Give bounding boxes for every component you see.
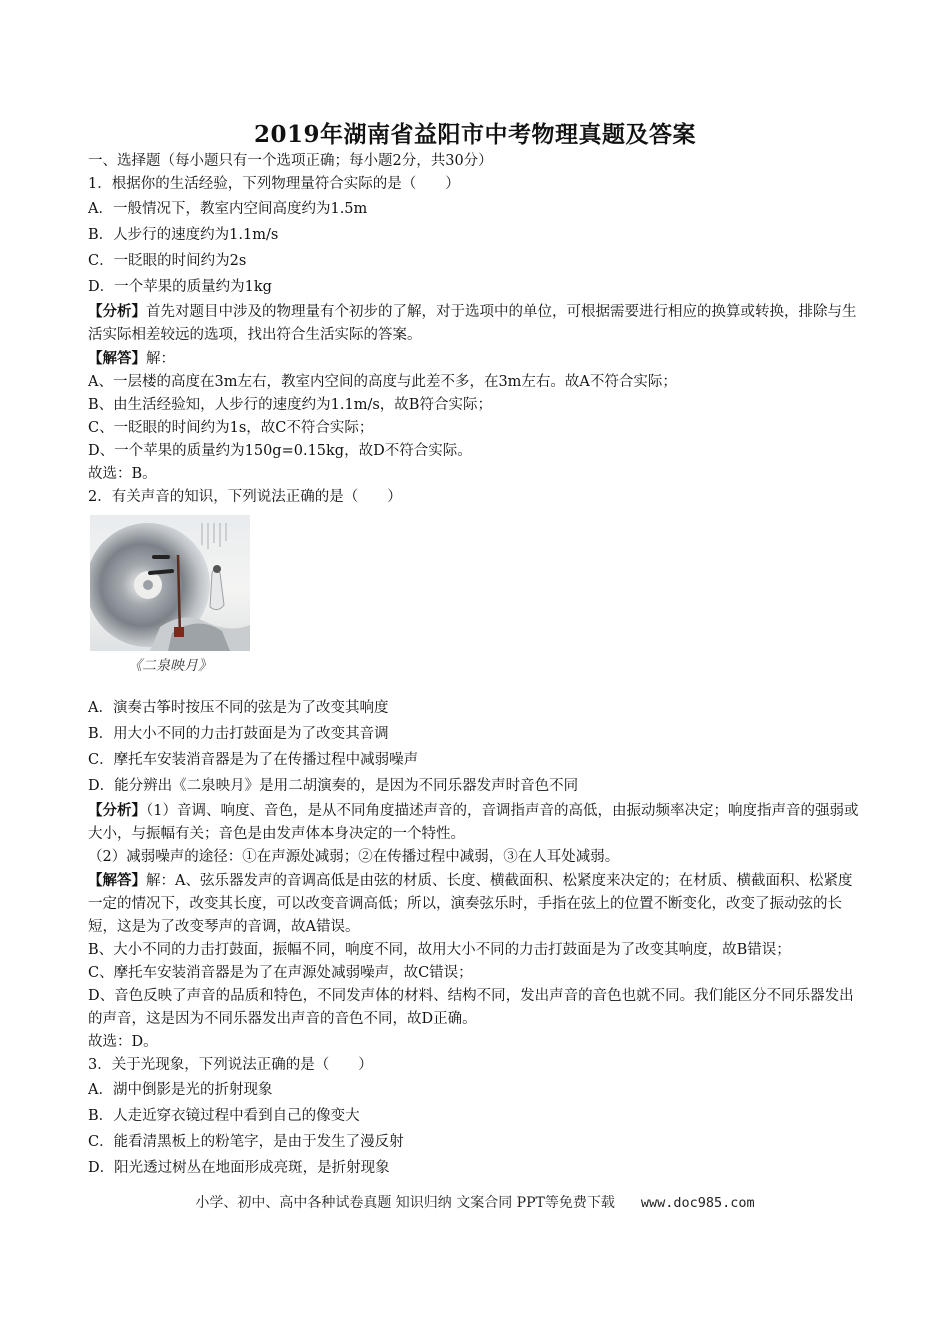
q1-analysis-tag: 【分析】: [88, 303, 146, 320]
q2-analysis-2: （2）减弱噪声的途径：①在声源处减弱；②在传播过程中减弱，③在人耳处减弱。: [88, 849, 620, 865]
q1-analysis: [88, 300, 863, 347]
erquan-yingyue-illustration: [90, 515, 250, 651]
section-heading: 一、选择题（每小题只有一个选项正确；每小题2分，共30分）: [88, 153, 493, 169]
q3-option-d: D．阳光透过树丛在地面形成亮斑，是折射现象: [88, 1160, 390, 1176]
q2-analysis: [88, 799, 863, 846]
q3-option-c: C．能看清黑板上的粉笔字，是由于发生了漫反射: [88, 1134, 404, 1150]
q2-answer-choice: 故选：D。: [88, 1034, 158, 1050]
q2-option-c: C．摩托车安装消音器是为了在传播过程中减弱噪声: [88, 752, 419, 768]
q2-figure-caption: 《二泉映月》: [128, 658, 212, 674]
q2-option-b: B．用大小不同的力击打鼓面是为了改变其音调: [88, 726, 389, 742]
q1-answer-tag: 【解答】: [88, 350, 146, 367]
page-footer: [0, 1192, 950, 1212]
q1-answer-intro: 解：: [146, 351, 175, 367]
illustration-graphic: [90, 515, 250, 651]
q1-answer: [88, 347, 863, 371]
q2-answer-line-d: D、音色反映了声音的品质和特色，不同发声体的材料、结构不同，发出声音的音色也就不同。我们能区分不同乐器发出的声音，这是因为不同乐器发出声音的音色不同，故D正确。: [88, 988, 854, 1027]
q2-option-a: A．演奏古筝时按压不同的弦是为了改变其响度: [88, 700, 389, 716]
q2-stem: 2．有关声音的知识，下列说法正确的是（ ）: [88, 489, 402, 505]
q2-analysis-text: （1）音调、响度、音色，是从不同角度描述声音的，音调指声音的高低，由振动频率决定；响度指声音的强弱或大小，与振幅有关；音色是由发声体本身决定的一个特性。: [88, 803, 859, 842]
q2-answer-first: 解：A、弦乐器发声的音调高低是由弦的材质、长度、横截面积、松紧度来决定的；在材质、横截面积、松紧度一定的情况下，改变其长度，可以改变音调高低；所以，演奏弦乐时，手指在弦上的位置不断变化，改变了振动弦的长短，这是为了改变琴声的音调，故A错误。: [88, 873, 853, 935]
q1-answer-line-a: A、一层楼的高度在3m左右，教室内空间的高度与此差不多，在3m左右。故A不符合实际；: [88, 374, 677, 390]
document-title: 2019年湖南省益阳市中考物理真题及答案: [253, 121, 696, 148]
q2-answer-tag: 【解答】: [88, 872, 146, 889]
footer-url[interactable]: www.doc985.com: [640, 1195, 755, 1211]
q3-option-a: A．湖中倒影是光的折射现象: [88, 1082, 273, 1098]
q1-answer-choice: 故选：B。: [88, 466, 157, 482]
q2-answer-line-c: C、摩托车安装消音器是为了在声源处减弱噪声，故C错误；: [88, 965, 473, 981]
footer-text: 小学、初中、高中各种试卷真题 知识归纳 文案合同 PPT等免费下载: [195, 1195, 615, 1211]
q2-answer: [88, 869, 863, 939]
q1-answer-line-c: C、一眨眼的时间约为1s，故C不符合实际；: [88, 420, 374, 436]
q1-option-a: A．一般情况下，教室内空间高度约为1.5m: [88, 201, 368, 217]
q1-analysis-text: 首先对题目中涉及的物理量有个初步的了解，对于选项中的单位，可根据需要进行相应的换算或转换，排除与生活实际相差较远的选项，找出符合生活实际的答案。: [88, 304, 857, 343]
q2-figure: [90, 515, 250, 683]
q2-option-d: D．能分辨出《二泉映月》是用二胡演奏的，是因为不同乐器发声时音色不同: [88, 778, 579, 794]
q1-option-c: C．一眨眼的时间约为2s: [88, 253, 247, 269]
q2-answer-line-b: B、大小不同的力击打鼓面，振幅不同，响度不同，故用大小不同的力击打鼓面是为了改变其响度，故B错误；: [88, 942, 791, 958]
q1-stem: 1．根据你的生活经验，下列物理量符合实际的是（ ）: [88, 176, 460, 192]
q3-stem: 3．关于光现象，下列说法正确的是（ ）: [88, 1057, 373, 1073]
q1-option-d: D．一个苹果的质量约为1kg: [88, 279, 272, 295]
q3-option-b: B．人走近穿衣镜过程中看到自己的像变大: [88, 1108, 360, 1124]
q1-answer-line-d: D、一个苹果的质量约为150g=0.15kg，故D不符合实际。: [88, 443, 472, 459]
document-body: [88, 150, 863, 1181]
q1-answer-line-b: B、由生活经验知，人步行的速度约为1.1m/s，故B符合实际；: [88, 397, 492, 413]
q1-option-b: B．人步行的速度约为1.1m/s: [88, 227, 279, 243]
q2-analysis-tag: 【分析】: [88, 802, 146, 819]
